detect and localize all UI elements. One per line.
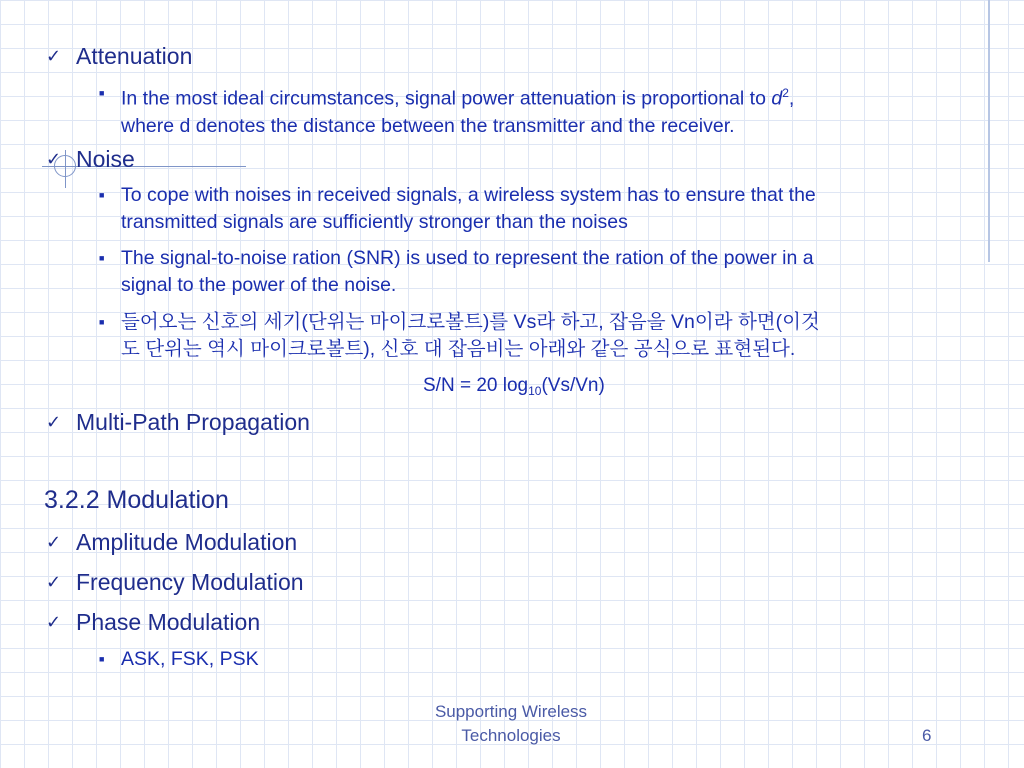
sub-item-line: transmitted signals are sufficiently stronger than the noises	[121, 211, 628, 233]
checkmark-icon: ✓	[46, 46, 62, 66]
snr-formula: S/N = 20 $\log_{10}(Vs/Vn)$	[423, 375, 605, 398]
checkmark-icon: ✓	[46, 532, 62, 552]
sub-item-line: To cope with noises in received signals, a wireless system has to ensure that the	[121, 184, 816, 206]
distance-variable: d	[771, 87, 783, 110]
page-number: 6	[922, 726, 932, 745]
checkmark-icon: ✓	[46, 612, 62, 632]
list-item-label: Frequency Modulation	[76, 569, 304, 595]
list-item-label: Amplitude Modulation	[76, 529, 298, 555]
square-bullet-icon: ■	[99, 253, 105, 263]
exponent: 2	[782, 86, 789, 100]
square-bullet-icon: ■	[99, 190, 105, 200]
sub-item-line: 도 단위는 역시 마이크로볼트), 신호 대 잡음비는 아래와 같은 공식으로 표현된다.	[121, 338, 796, 360]
square-bullet-icon: ■	[99, 88, 105, 98]
sub-item-line: signal to the power of the noise.	[121, 274, 397, 296]
checkmark-icon: ✓	[46, 149, 62, 169]
footer-title: Supporting Wireless Technologies	[434, 702, 588, 745]
sub-item-line: The signal-to-noise ration (SNR) is used to represent the ration of the power in a	[121, 247, 814, 269]
square-bullet-icon: ■	[99, 654, 105, 664]
list-item-label: Attenuation	[76, 43, 193, 69]
list-item-label: Phase Modulation	[76, 609, 261, 635]
square-bullet-icon: ■	[99, 317, 105, 327]
sub-item-line: ASK, FSK, PSK	[121, 648, 259, 670]
checkmark-icon: ✓	[46, 572, 62, 592]
list-item-label: Multi-Path Propagation	[76, 409, 310, 435]
sub-item-line: where d denotes the distance between the transmitter and the receiver.	[121, 114, 735, 137]
list-item-label: Noise	[76, 146, 135, 172]
sub-item-line: 들어오는 신호의 세기(단위는 마이크로볼트)를 Vs라 하고, 잡음을 Vn이라 하면(이것	[121, 311, 820, 333]
checkmark-icon: ✓	[46, 412, 62, 432]
sub-item-line: In the most ideal circumstances, signal power attenuation is proportional to $d^2$,	[121, 86, 795, 110]
section-heading: 3.2.2 Modulation	[44, 486, 229, 514]
